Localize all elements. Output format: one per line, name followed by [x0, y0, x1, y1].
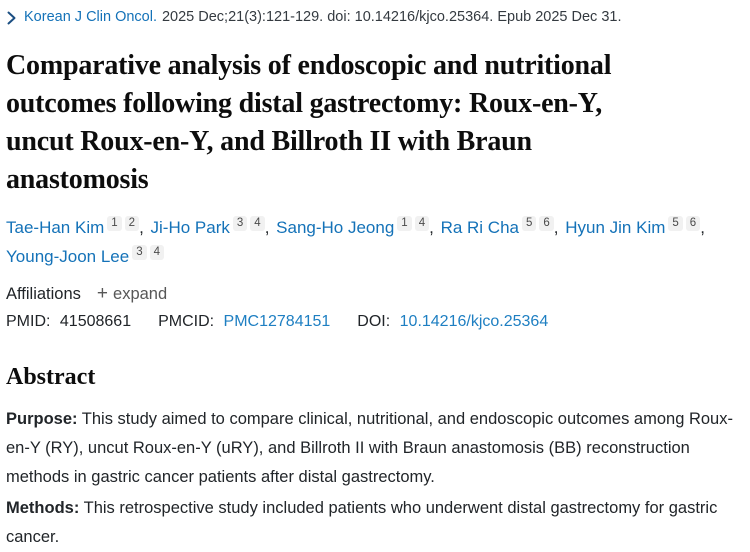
author-separator: ,: [700, 218, 705, 237]
page-title-line: uncut Roux-en-Y, and Billroth II with Braun: [6, 126, 532, 157]
citation-row: [6, 8, 745, 27]
affiliation-sup-badge[interactable]: 5: [668, 216, 682, 231]
author-link[interactable]: Ji-Ho Park: [150, 218, 230, 237]
abstract-purpose-paragraph: [6, 405, 745, 492]
expand-label: expand: [113, 284, 168, 303]
affiliation-sup-badge[interactable]: 4: [150, 245, 164, 260]
pmcid-label: PMCID:: [158, 313, 215, 330]
affiliation-sup-badge[interactable]: 2: [125, 216, 139, 231]
author-link[interactable]: Sang-Ho Jeong: [276, 218, 395, 237]
chevron-right-icon[interactable]: [6, 11, 17, 25]
affiliation-sup-badge[interactable]: 1: [107, 216, 121, 231]
affiliation-sup-badge[interactable]: 5: [522, 216, 536, 231]
expand-affiliations-button[interactable]: [97, 285, 167, 304]
author-separator: ,: [429, 218, 439, 237]
pmcid-link[interactable]: PMC12784151: [223, 313, 331, 330]
pmid-group: [6, 311, 131, 333]
author-separator: ,: [264, 218, 275, 237]
doi-link[interactable]: 10.14216/kjco.25364: [399, 313, 549, 330]
affiliation-sup-badge[interactable]: 4: [250, 216, 264, 231]
affiliation-sup-badge[interactable]: 3: [132, 245, 146, 260]
identifiers-row: [6, 311, 745, 333]
citation-details: 2025 Dec;21(3):121-129. doi: 10.14216/kjco.25364. Epub 2025 Dec 31.: [161, 9, 622, 25]
doi-label: DOI:: [357, 313, 391, 330]
author-separator: ,: [139, 218, 149, 237]
purpose-label: Purpose:: [6, 410, 78, 428]
plus-icon: +: [96, 283, 109, 304]
affiliations-label: Affiliations: [6, 285, 81, 303]
page-title-line: anastomosis: [6, 164, 149, 195]
affiliation-sup-badge[interactable]: 3: [233, 216, 247, 231]
purpose-text: This study aimed to compare clinical, nutritional, and endoscopic outcomes among Roux-en-Y (RY), uncut Roux-en-Y (uRY), and Billroth II with Braun anastomosis (BB) reconstruction methods in gastric cancer patients after distal gastrectomy.: [6, 410, 733, 486]
abstract-methods-paragraph-cutoff: [6, 494, 745, 552]
affiliation-sup-badge[interactable]: 6: [686, 216, 700, 231]
methods-text: This retrospective study included patients who underwent distal gastrectomy for gastric cancer.: [6, 499, 718, 546]
page-title: [6, 47, 745, 199]
author-link[interactable]: Ra Ri Cha: [440, 218, 519, 237]
pmcid-group: [158, 311, 330, 333]
journal-link[interactable]: Korean J Clin Oncol.: [24, 9, 157, 25]
author-separator: ,: [553, 218, 564, 237]
affiliation-sup-badge[interactable]: 6: [539, 216, 553, 231]
author-link[interactable]: Tae-Han Kim: [6, 218, 105, 237]
affiliations-row: [6, 283, 745, 305]
pmid-label: PMID:: [6, 313, 51, 330]
author-link[interactable]: Hyun Jin Kim: [565, 218, 666, 237]
methods-label: Methods:: [6, 499, 80, 517]
pmid-value: 41508661: [59, 313, 132, 330]
affiliation-sup-badge[interactable]: 1: [397, 216, 411, 231]
doi-group: [357, 311, 548, 333]
page-title-line: outcomes following distal gastrectomy: Roux-en-Y,: [6, 88, 603, 119]
authors-line: [6, 213, 745, 271]
affiliation-sup-badge[interactable]: 4: [415, 216, 429, 231]
author-link[interactable]: Young-Joon Lee: [6, 247, 130, 266]
page-title-line: Comparative analysis of endoscopic and nutritional: [6, 50, 612, 81]
abstract-heading: Abstract: [6, 364, 96, 390]
